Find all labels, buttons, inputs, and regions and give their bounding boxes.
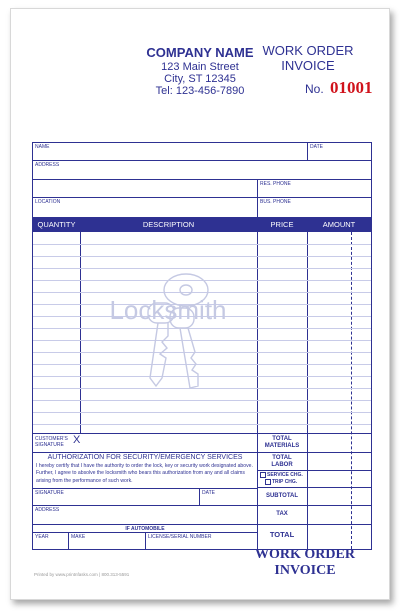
footer-title-line1: WORK ORDER bbox=[255, 547, 355, 562]
company-name: COMPANY NAME bbox=[146, 45, 254, 60]
customer-sig-label-2: SIGNATURE bbox=[35, 442, 64, 448]
trip-charge-checkbox[interactable] bbox=[265, 479, 271, 485]
make-label: MAKE bbox=[71, 534, 86, 540]
sig-date-label: DATE bbox=[202, 490, 215, 496]
quantity-header: QUANTITY bbox=[37, 220, 76, 229]
table-header bbox=[33, 217, 371, 232]
watermark-text: Locksmith bbox=[109, 295, 227, 325]
description-header: DESCRIPTION bbox=[142, 220, 195, 229]
company-street: 123 Main Street bbox=[161, 61, 239, 73]
year-label: YEAR bbox=[35, 534, 49, 540]
company-city: City, ST 12345 bbox=[164, 73, 236, 85]
signature-label: SIGNATURE bbox=[35, 490, 64, 496]
date-label: DATE bbox=[310, 144, 323, 150]
total-labor-1: TOTAL bbox=[272, 455, 292, 461]
service-charge-label: SERVICE CHG. bbox=[267, 472, 303, 478]
tax-label: TAX bbox=[276, 511, 288, 517]
service-charge-checkbox[interactable] bbox=[260, 472, 266, 478]
total-materials-1: TOTAL bbox=[272, 436, 292, 442]
invoice-form bbox=[32, 142, 372, 550]
address-label: ADDRESS bbox=[35, 162, 60, 168]
document-title-line1: WORK ORDER bbox=[262, 43, 354, 58]
invoice-number-label: No. bbox=[305, 82, 324, 96]
name-label: NAME bbox=[35, 144, 50, 150]
document-title-line2: INVOICE bbox=[281, 58, 335, 73]
if-automobile-label: IF AUTOMOBILE bbox=[125, 526, 165, 532]
document-title bbox=[248, 43, 368, 73]
total-labor-2: LABOR bbox=[271, 462, 293, 468]
price-header: PRICE bbox=[270, 220, 294, 229]
location-label: LOCATION bbox=[35, 199, 61, 205]
amount-header: AMOUNT bbox=[322, 220, 356, 229]
customer-sig-label-1: CUSTOMER'S bbox=[35, 436, 68, 442]
license-label: LICENSE/SERIAL NUMBER bbox=[148, 534, 212, 540]
res-phone-label: RES. PHONE bbox=[260, 181, 291, 187]
company-tel: Tel: 123-456-7890 bbox=[155, 85, 245, 97]
invoice-number: 01001 bbox=[330, 78, 373, 97]
authorization-title: AUTHORIZATION FOR SECURITY/EMERGENCY SERVICES bbox=[47, 454, 243, 461]
subtotal-label: SUBTOTAL bbox=[265, 493, 299, 499]
bottom-address-label: ADDRESS bbox=[35, 507, 60, 513]
trip-charge-label: TRIP CHG. bbox=[272, 479, 298, 485]
printed-by: Printed by www.printnfasks.com | 800.313-5591 bbox=[34, 572, 130, 577]
total-materials-2: MATERIALS bbox=[264, 443, 300, 449]
total-label: TOTAL bbox=[269, 530, 295, 539]
footer-title bbox=[240, 547, 370, 579]
x-mark: X bbox=[73, 434, 81, 446]
authorization-text: I hereby certify that I have the authority to order the lock, key or security work designated above. Further, I agree to absolve the locksmith who bears this authorization from any and all claims arising from the performance of such work. bbox=[36, 463, 253, 484]
bus-phone-label: BUS. PHONE bbox=[260, 199, 291, 205]
footer-title-line2: INVOICE bbox=[274, 563, 336, 578]
